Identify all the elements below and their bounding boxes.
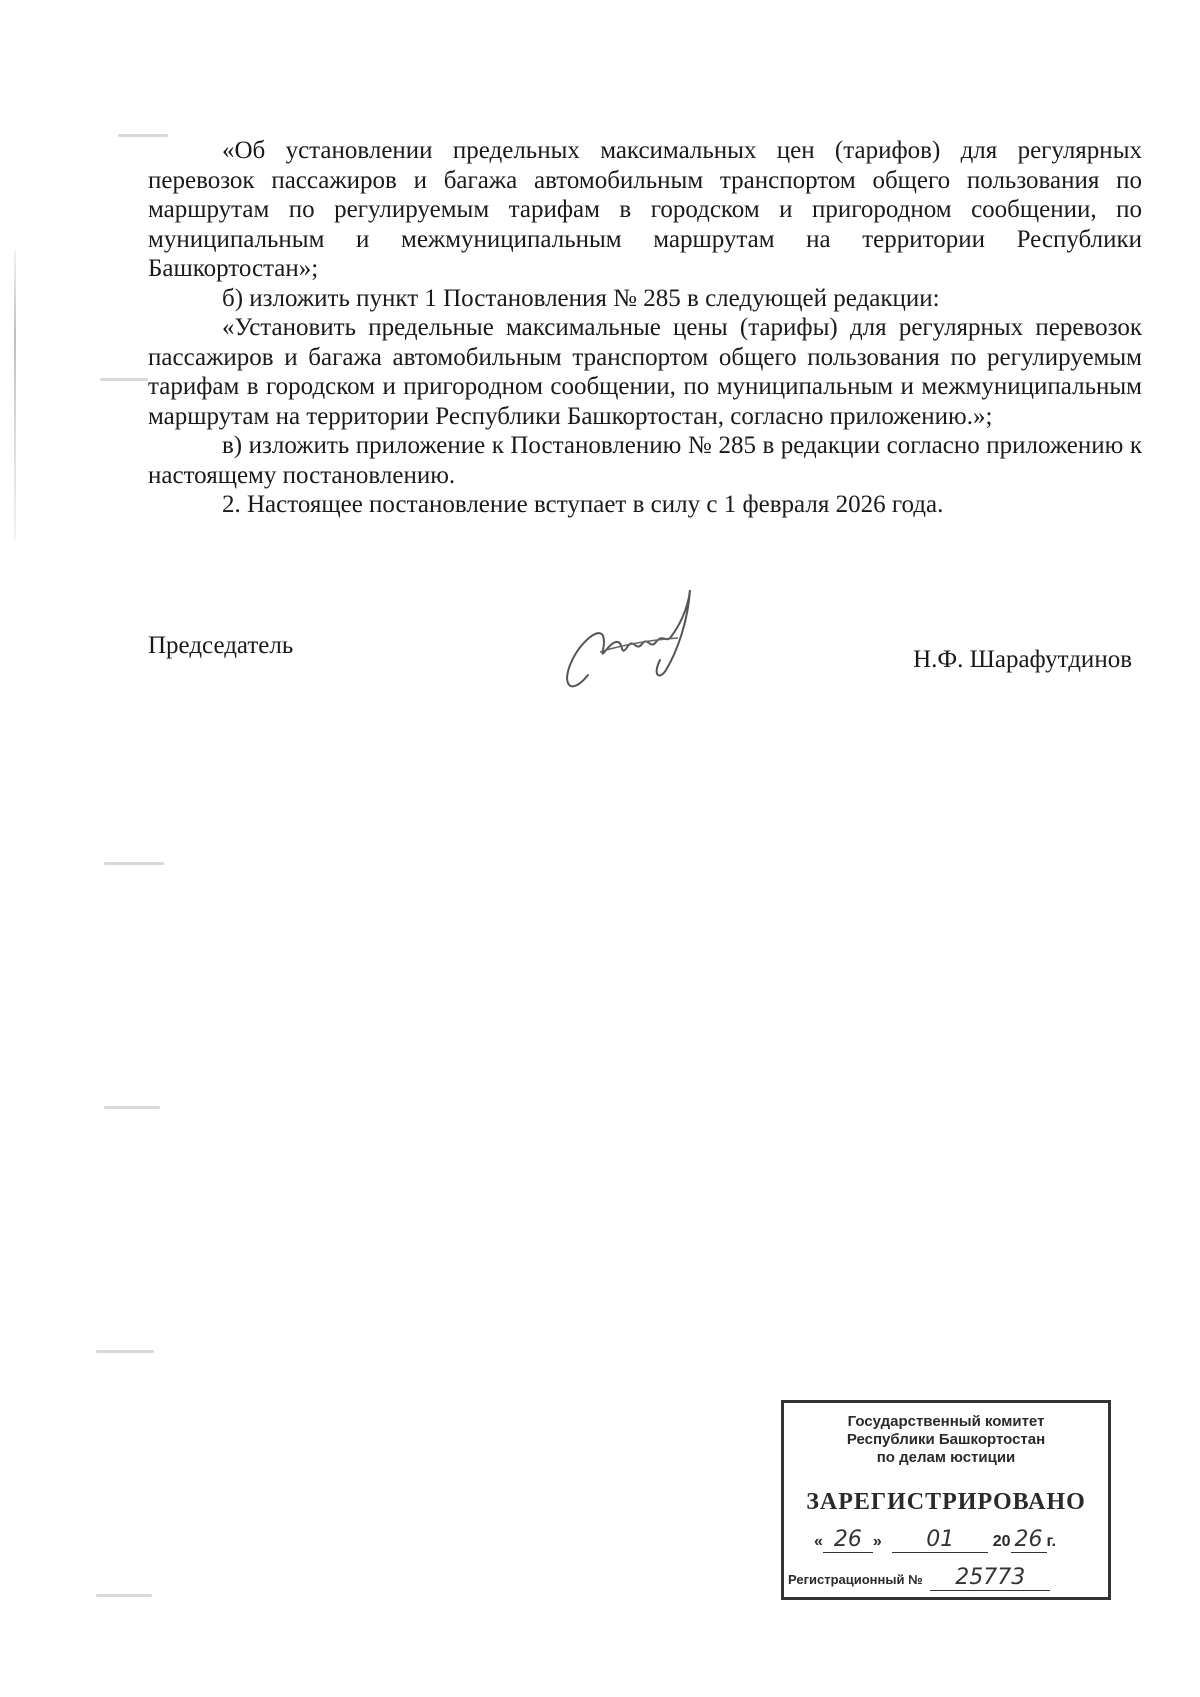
paragraph-item-b: б) изложить пункт 1 Постановления № 285 в следующей редакции: <box>222 284 940 312</box>
stamp-quote-close: » <box>872 1533 882 1550</box>
signature-block <box>148 620 1142 710</box>
stamp-date <box>814 1527 1056 1553</box>
stamp-reg-label: Регистрационный № <box>788 1572 923 1587</box>
stamp-org-line: Республики Башкортостан <box>846 1431 1046 1448</box>
paragraph-item-1-quote: «Установить предельные максимальные цены (тарифы) для регулярных перевозок пассажиров и багажа автомобильным транспортом общего пользования по регулируемым тарифам в городском и пригородном сообщении, по муниципальным и межмуниципальным маршрутам на территории Республики Башкортостан, согласно приложению.»; <box>148 314 1142 430</box>
scan-speck <box>100 378 148 381</box>
stamp-day: 26 <box>833 1527 862 1552</box>
paragraph-item-v: в) изложить приложение к Постановлению № 285 в редакции согласно приложению к настоящему постановлению. <box>148 432 1142 489</box>
handwritten-signature <box>548 580 708 710</box>
stamp-status: ЗАРЕГИСТРИРОВАНО <box>806 1489 1086 1515</box>
signatory-name: Н.Ф. Шарафутдинов <box>913 646 1132 673</box>
paragraph-title-quote: «Об установлении предельных максимальных цен (тарифов) для регулярных перевозок пассажиров и багажа автомобильным транспортом общего пользования по маршрутам по регулируемым тарифам в городском и пригородном сообщении, по муниципальным и межмуниципальным маршрутам на территории Республики Башкортостан»; <box>148 137 1142 282</box>
signatory-title: Председатель <box>148 632 294 659</box>
scan-speck <box>96 1350 154 1353</box>
stamp-registration-number <box>788 1565 1050 1591</box>
document-body <box>148 136 1142 520</box>
paragraph-item-2: 2. Настоящее постановление вступает в силу с 1 февраля 2026 года. <box>222 491 944 518</box>
stamp-year-prefix: 20 <box>992 1533 1011 1550</box>
scan-speck <box>96 1594 152 1597</box>
scan-speck <box>104 862 164 865</box>
stamp-quote-open: « <box>814 1533 823 1550</box>
stamp-org-line: Государственный комитет <box>847 1413 1045 1430</box>
stamp-year: 26 <box>1014 1527 1043 1552</box>
scan-speck <box>104 1106 160 1109</box>
registration-stamp <box>781 1400 1111 1600</box>
scan-edge-artifact <box>14 250 16 540</box>
stamp-org-line: по делам юстиции <box>876 1449 1016 1466</box>
stamp-month: 01 <box>926 1527 955 1552</box>
stamp-organization <box>784 1413 1108 1467</box>
stamp-year-suffix: г. <box>1046 1533 1057 1550</box>
stamp-reg-number: 25773 <box>955 1565 1026 1590</box>
